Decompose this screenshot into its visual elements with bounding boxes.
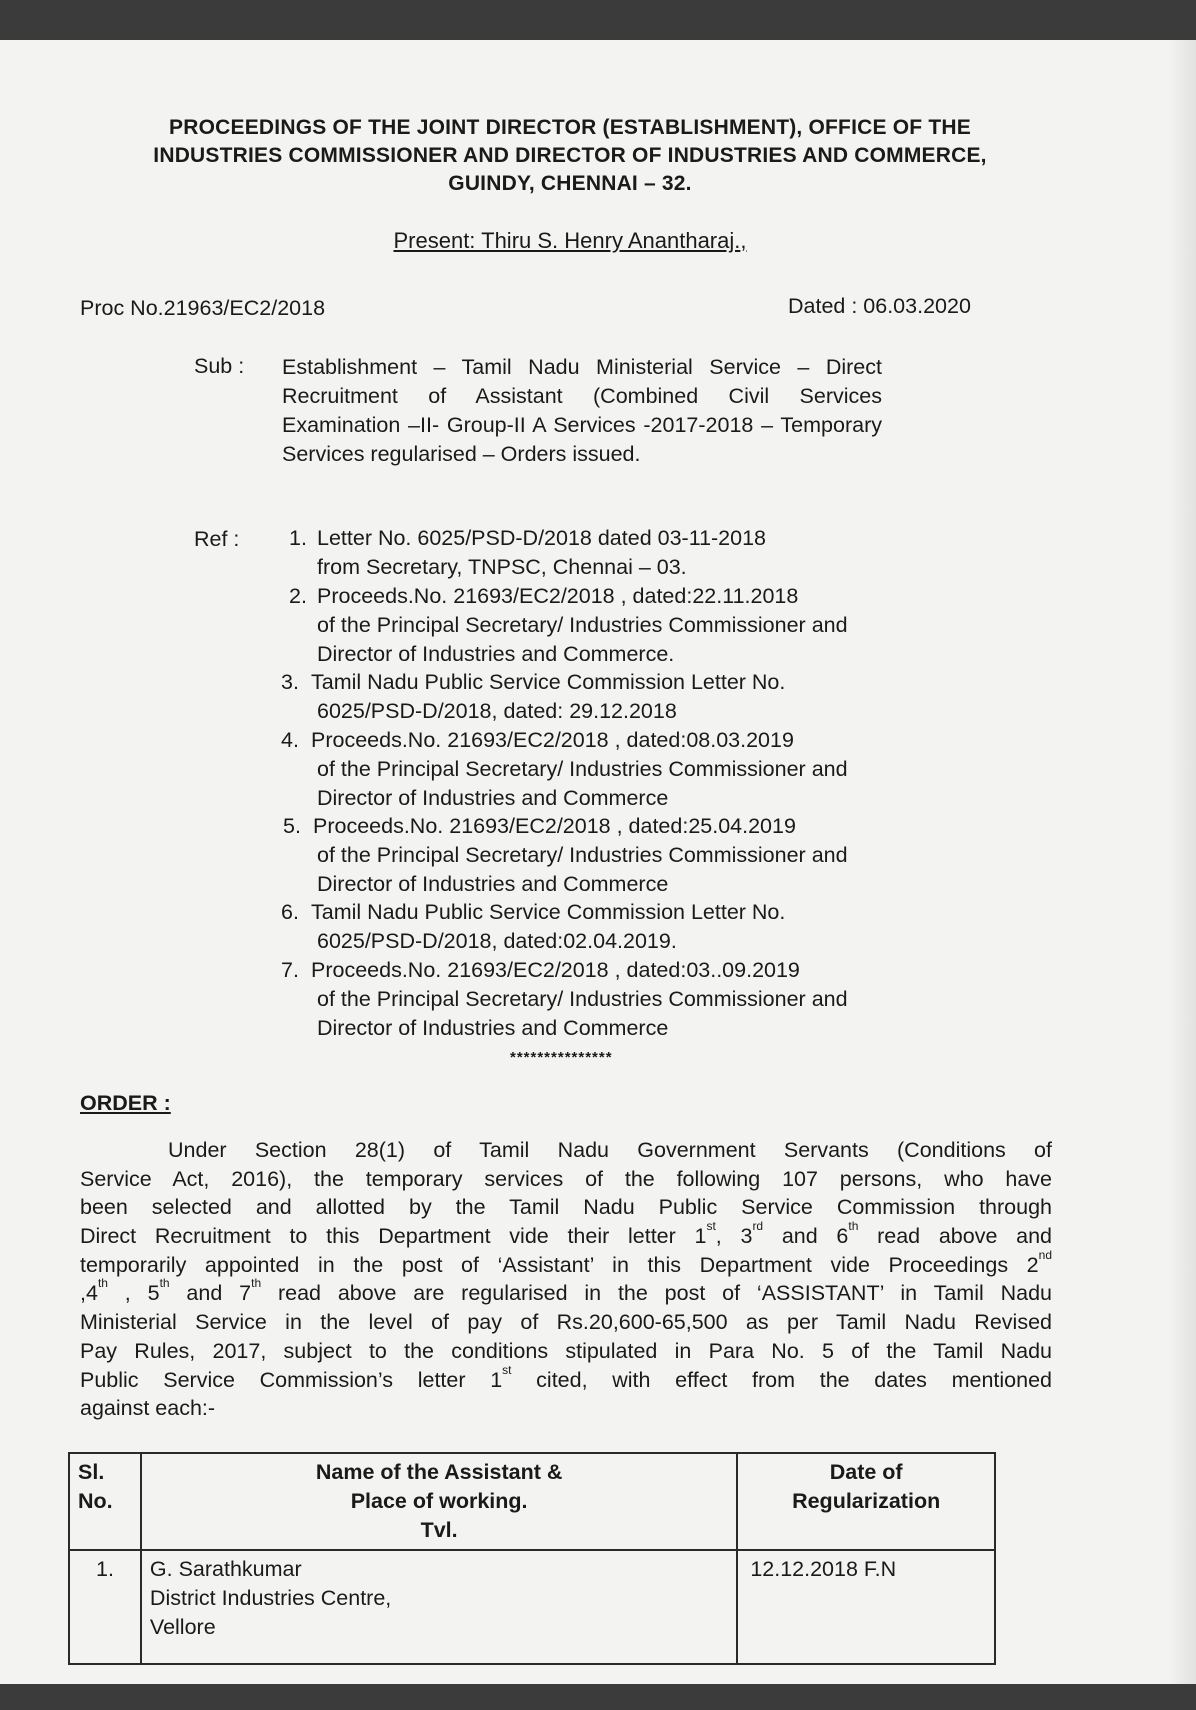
order-text: , 5 xyxy=(107,1281,160,1306)
order-text: and 6 xyxy=(763,1224,849,1249)
superscript: th xyxy=(97,1276,108,1291)
order-text: read above are regularised in the post of ‘ASSISTANT’ in Tamil Nadu xyxy=(261,1281,1052,1306)
reference-line: of the Principal Secretary/ Industries Commissioner and xyxy=(317,987,848,1011)
cell-sl: 1. xyxy=(69,1550,141,1664)
order-text: Public Service Commission’s letter 1 xyxy=(80,1367,503,1392)
order-line xyxy=(80,1276,1052,1308)
reference-line: of the Principal Secretary/ Industries Commissioner and xyxy=(317,843,848,867)
order-text: and 7 xyxy=(169,1281,252,1306)
reference-item-1 xyxy=(289,524,989,582)
reference-num: 3. xyxy=(281,670,299,694)
order-paragraph xyxy=(80,1136,1052,1423)
header-text: Sl. xyxy=(78,1460,105,1484)
reference-num: 6. xyxy=(281,900,299,924)
reference-num: 1. xyxy=(289,526,307,550)
header-date xyxy=(737,1453,995,1550)
present-suffix: , xyxy=(740,228,747,253)
header-line-2: INDUSTRIES COMMISSIONER AND DIRECTOR OF INDUSTRIES AND COMMERCE, xyxy=(153,144,987,167)
order-title: ORDER : xyxy=(80,1091,171,1115)
reference-line: Tamil Nadu Public Service Commission Letter No. xyxy=(311,670,786,694)
order-line xyxy=(80,1362,1052,1395)
superscript: nd xyxy=(1038,1247,1052,1262)
reference-line: Tamil Nadu Public Service Commission Letter No. xyxy=(311,900,786,924)
order-text: ,4 xyxy=(80,1281,98,1306)
order-line: Under Section 28(1) of Tamil Nadu Government Servants (Conditions of xyxy=(168,1138,1052,1162)
reference-num: 4. xyxy=(281,728,299,752)
present-text: Present: Thiru S. Henry Anantharaj. xyxy=(393,228,741,253)
cell-name-place xyxy=(141,1550,737,1664)
header-text: Tvl. xyxy=(420,1518,458,1542)
reference-line: Director of Industries and Commerce xyxy=(317,786,669,810)
order-line xyxy=(80,1219,1052,1251)
reference-line: from Secretary, TNPSC, Chennai – 03. xyxy=(317,555,687,579)
regularization-table xyxy=(68,1452,996,1665)
reference-line: 6025/PSD-D/2018, dated: 29.12.2018 xyxy=(317,699,677,723)
page-edge-shadow xyxy=(1168,40,1196,1684)
assistant-name: G. Sarathkumar xyxy=(149,1557,302,1581)
header-text: Place of working. xyxy=(350,1489,528,1513)
order-text: temporarily appointed in the post of ‘Assistant’ in this Department vide Proceedings 2 xyxy=(80,1252,1039,1277)
reference-line: Letter No. 6025/PSD-D/2018 dated 03-11-2018 xyxy=(317,526,767,550)
reference-num: 2. xyxy=(289,584,307,608)
reference-line: Director of Industries and Commerce xyxy=(317,872,669,896)
order-line: been selected and allotted by the Tamil Nadu Public Service Commission through xyxy=(80,1195,1052,1220)
table-header-row xyxy=(69,1453,995,1550)
order-line: against each:- xyxy=(80,1396,216,1421)
header-text: Name of the Assistant & xyxy=(315,1460,563,1484)
order-line: Ministerial Service in the level of pay of Rs.20,600-65,500 as per Tamil Nadu Revised xyxy=(80,1310,1052,1335)
header-text: No. xyxy=(78,1489,113,1513)
dated: Dated : 06.03.2020 xyxy=(788,294,971,318)
place-line: District Industries Centre, xyxy=(149,1586,392,1610)
table-row xyxy=(69,1550,995,1664)
subject-label: Sub : xyxy=(194,354,245,378)
reference-line: Director of Industries and Commerce xyxy=(317,1016,669,1040)
superscript: st xyxy=(502,1362,512,1377)
reference-item-7 xyxy=(281,956,981,1043)
reference-line: Proceeds.No. 21693/EC2/2018 , dated:25.04.2019 xyxy=(313,814,796,838)
header-line-3: GUINDY, CHENNAI – 32. xyxy=(448,172,692,195)
superscript: rd xyxy=(752,1219,764,1234)
cell-date: 12.12.2018 F.N xyxy=(737,1550,995,1664)
header-line-1: PROCEEDINGS OF THE JOINT DIRECTOR (ESTABLISHMENT), OFFICE OF THE xyxy=(169,116,971,139)
bottom-dark-bar xyxy=(0,1684,1196,1710)
reference-num: 5. xyxy=(283,814,301,838)
header-sl-no xyxy=(69,1453,141,1550)
superscript: th xyxy=(251,1276,262,1291)
reference-line: Proceeds.No. 21693/EC2/2018 , dated:03..09.2019 xyxy=(311,958,800,982)
order-line: Service Act, 2016), the temporary services of the following 107 persons, who have xyxy=(80,1166,1052,1191)
order-line xyxy=(80,1247,1052,1280)
references-label: Ref : xyxy=(194,527,240,551)
superscript: st xyxy=(706,1219,716,1234)
reference-item-4 xyxy=(281,726,981,813)
reference-item-2 xyxy=(289,582,989,669)
header-name-place xyxy=(141,1453,737,1550)
present-line xyxy=(0,228,1140,254)
subject-text: Establishment – Tamil Nadu Ministerial Service – Direct Recruitment of Assistant (Combined Civil Services Examination –II- Group-II A Services -2017-2018 – Temporary Services regularised – Orders issued. xyxy=(282,355,882,466)
order-text: Direct Recruitment to this Department vide their letter 1 xyxy=(80,1224,707,1249)
reference-line: Proceeds.No. 21693/EC2/2018 , dated:08.03.2019 xyxy=(311,728,794,752)
superscript: th xyxy=(848,1219,859,1234)
order-text: , 3 xyxy=(715,1224,753,1249)
reference-item-3 xyxy=(281,668,981,726)
superscript: th xyxy=(159,1276,170,1291)
header-text: Regularization xyxy=(792,1489,941,1513)
reference-line: of the Principal Secretary/ Industries Commissioner and xyxy=(317,757,848,781)
reference-num: 7. xyxy=(281,958,299,982)
reference-item-5 xyxy=(283,812,983,899)
proc-number: Proc No.21963/EC2/2018 xyxy=(80,296,326,320)
order-text: read above and xyxy=(858,1224,1052,1249)
header-text: Date of xyxy=(829,1460,903,1484)
top-dark-bar xyxy=(0,0,1196,40)
order-line: Pay Rules, 2017, subject to the conditions stipulated in Para No. 5 of the Tamil Nadu xyxy=(80,1338,1052,1363)
reference-line: 6025/PSD-D/2018, dated:02.04.2019. xyxy=(317,929,677,953)
document-page xyxy=(0,40,1196,1684)
order-text: cited, with effect from the dates mentioned xyxy=(511,1367,1052,1392)
reference-item-6 xyxy=(281,898,981,956)
reference-line: of the Principal Secretary/ Industries Commissioner and xyxy=(317,613,848,637)
reference-line: Proceeds.No. 21693/EC2/2018 , dated:22.11.2018 xyxy=(317,584,799,608)
place-line: Vellore xyxy=(149,1615,216,1639)
separator-asterisks: *************** xyxy=(510,1049,613,1066)
reference-line: Director of Industries and Commerce. xyxy=(317,642,675,666)
